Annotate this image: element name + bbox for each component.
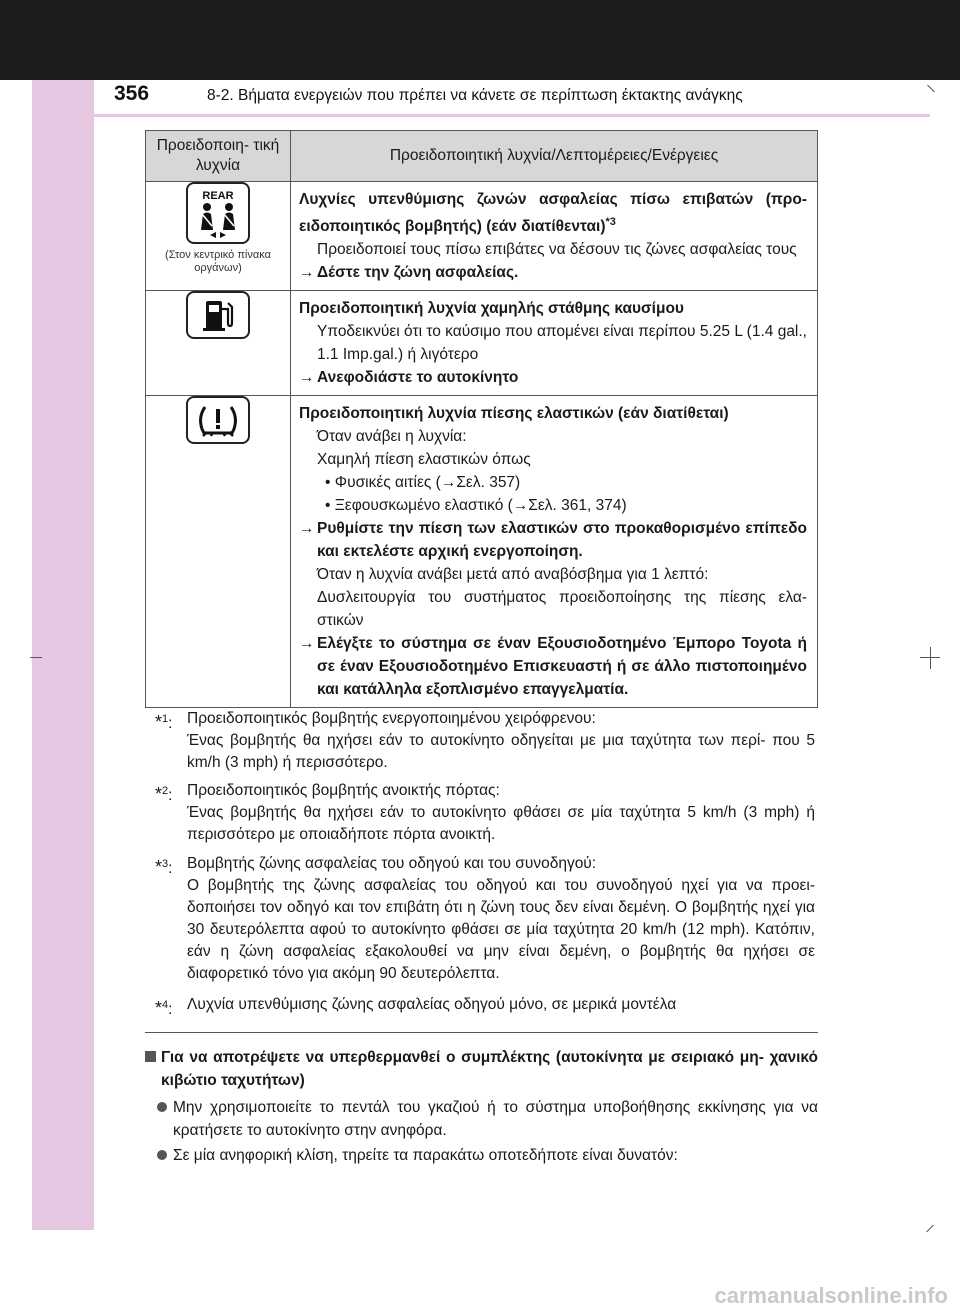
- column-header-details: Προειδοποιητική λυχνία/Λεπτομέρειες/Ενέργειες: [291, 131, 818, 182]
- footnote-text: Ένας βομβητής θα ηχήσει εάν το αυτοκίνητο φθάσει σε μία ταχύτητα 5 km/h (3 mph) ή περισσότερο με οποιαδήποτε πόρτα ανοικτή.: [187, 804, 815, 843]
- list-item: • Φυσικές αιτίες (→Σελ. 357): [325, 474, 521, 492]
- section-bullet: Μην χρησιμοποιείτε το πεντάλ του γκαζιού ή το σύστημα υποβοήθησης εκκίνησης για να κρατήσετε το αυτοκίνητο στην ανηφόρα.: [145, 1096, 818, 1142]
- svg-text:REAR: REAR: [202, 190, 234, 202]
- row-title: Προειδοποιητική λυχνία πίεσης ελαστικών (εάν διατίθεται): [299, 405, 729, 423]
- round-bullet-icon: [157, 1150, 167, 1160]
- table-row: [146, 396, 818, 708]
- square-bullet-icon: [145, 1051, 156, 1062]
- icon-cell: [146, 291, 291, 396]
- chapter-sidebar-tab: [32, 80, 94, 1230]
- rear-seatbelt-reminder-icon: [186, 182, 250, 244]
- crop-mark: [930, 647, 931, 669]
- crop-mark: [927, 85, 935, 93]
- row-title: Λυχνίες υπενθύμισης ζωνών ασφαλείας πίσω επιβατών (προ- ειδοποιητικός βομβητής) (εάν διατίθενται)$^{*3}$: [299, 191, 807, 236]
- page-number: 356: [114, 82, 150, 105]
- list-item: • Ξεφουσκωμένο ελαστικό (→Σελ. 361, 374): [325, 497, 627, 515]
- row-title: Προειδοποιητική λυχνία χαμηλής στάθμης καυσίμου: [299, 300, 684, 318]
- footnote-text: Ο βομβητής της ζώνης ασφαλείας του οδηγού και του συνοδηγού ηχεί για να προει- δοποιήσει τον οδηγό και τον επιβάτη ότι η ζώνη τους δεν είναι δεμένη. Ο βομβητής ηχεί για 30 δευτερόλεπτα αφού το αυτοκίνητο φθάσει σε μία ταχύτητα 20 km/h (12 mph). Κατόπιν, εάν η ζώνη ασφαλείας εξακολουθεί να μην είναι δεμένη, ο βομβητής θα ηχήσει σε διαφορετικό τόνο για ακόμη 90 δευτερόλεπτα.: [187, 877, 815, 982]
- table-row: [146, 291, 818, 396]
- footnote-text: Ένας βομβητής θα ηχήσει εάν το αυτοκίνητο οδηγείται με μια ταχύτητα των περί- που 5 km/h (3 mph) ή περισσότερο.: [187, 732, 815, 771]
- table-header-row: [146, 131, 818, 182]
- table-row: [146, 182, 818, 291]
- crop-mark: [920, 657, 940, 658]
- round-bullet-icon: [157, 1102, 167, 1112]
- details-cell: [291, 396, 818, 708]
- crop-mark: [926, 1225, 934, 1233]
- row-text: Χαμηλή πίεση ελαστικών όπως: [317, 451, 531, 469]
- section-heading: Για να αποτρέψετε να υπερθερμανθεί ο συμπλέκτης (αυτοκίνητα με σειριακό μη- χανικό κιβώτιο ταχυτήτων): [145, 1046, 818, 1092]
- watermark: carmanualsonline.info: [714, 1283, 948, 1308]
- footnote-label: Λυχνία υπενθύμισης ζώνης ασφαλείας οδηγού μόνο, σε μερικά μοντέλα: [187, 996, 677, 1013]
- icon-cell: [146, 182, 291, 291]
- section-bullet: Σε μία ανηφορική κλίση, τηρείτε τα παρακάτω οποτεδήποτε είναι δυνατόν:: [145, 1144, 818, 1167]
- row-action: → Ελέγξτε το σύστημα σε έναν Εξουσιοδοτημένο Έμπορο Toyota ή σε έναν Εξουσιοδοτημένο Επισκευαστή ή σε άλλο πιστοποιημένο και κατάλληλα εξοπλισμένο επαγγελματία.: [299, 635, 807, 699]
- section-rule: [145, 1032, 818, 1033]
- footnote-2: *$^2$: Προειδοποιητικός βομβητής ανοικτής πόρτας: Ένας βομβητής θα ηχήσει εάν το αυτοκίνητο φθάσει σε μία ταχύτητα 5 km/h (3 mph) ή περισσότερο με οποιαδήποτε πόρτα ανοικτή.: [155, 780, 815, 846]
- row-description: Υποδεικνύει ότι το καύσιμο που απομένει είναι περίπου 5.25 L (1.4 gal., 1.1 Imp.gal.) ή λιγότερο: [317, 323, 807, 364]
- top-dark-band: [0, 0, 960, 80]
- row-action: → Ανεφοδιάστε το αυτοκίνητο: [299, 369, 519, 387]
- row-text: Όταν ανάβει η λυχνία:: [317, 428, 467, 446]
- row-action: → Ρυθμίστε την πίεση των ελαστικών στο προκαθορισμένο επίπεδο και εκτελέστε αρχική ενεργοποίηση.: [299, 520, 807, 561]
- footnote-label: Βομβητής ζώνης ασφαλείας του οδηγού και του συνοδηγού:: [187, 855, 597, 872]
- footnote-3: *$^3$: Βομβητής ζώνης ασφαλείας του οδηγού και του συνοδηγού: Ο βομβητής της ζώνης ασφαλείας του οδηγού και του συνοδηγού ηχεί για να προει- δοποιήσει τον οδηγό και τον επιβάτη ότι η ζώνη τους δεν είναι δεμένη. Ο βομβητής ηχεί για 30 δευτερόλεπτα αφού το αυτοκίνητο φθάσει σε μία ταχύτητα 20 km/h (12 mph). Κατόπιν, εάν η ζώνη ασφαλείας εξακολουθεί να μην είναι δεμένη, ο βομβητής θα ηχήσει σε διαφορετικό τόνο για ακόμη 90 δευτερόλεπτα.: [155, 853, 815, 985]
- footnote-1: *$^1$: Προειδοποιητικός βομβητής ενεργοποιημένου χειρόφρενου: Ένας βομβητής θα ηχήσει εάν το αυτοκίνητο οδηγείται με μια ταχύτητα των περί- που 5 km/h (3 mph) ή περισσότερο.: [155, 708, 815, 774]
- row-description: Προειδοποιεί τους πίσω επιβάτες να δέσουν τις ζώνες ασφαλείας τους: [317, 241, 797, 259]
- header-rule: [94, 114, 930, 117]
- row-action: → Δέστε την ζώνη ασφαλείας.: [299, 264, 519, 282]
- details-cell: [291, 182, 818, 291]
- warning-lights-table: [145, 130, 818, 708]
- running-head: 8-2. Βήματα ενεργειών που πρέπει να κάνετε σε περίπτωση έκτακτης ανάγκης: [207, 87, 743, 104]
- details-cell: [291, 291, 818, 396]
- icon-cell: [146, 396, 291, 708]
- footnote-ref: *3: [605, 216, 616, 228]
- row-text: Δυσλειτουργία του συστήματος προειδοποίησης της πίεσης ελα- στικών: [317, 589, 807, 630]
- tire-pressure-icon: [186, 396, 250, 444]
- footnote-label: Προειδοποιητικός βομβητής ενεργοποιημένου χειρόφρενου:: [187, 710, 596, 727]
- column-header-light: Προειδοποιη- τική λυχνία: [146, 131, 291, 182]
- row-text: Όταν η λυχνία ανάβει μετά από αναβόσβημα για 1 λεπτό:: [317, 566, 709, 584]
- footnote-4: *$^4$: Λυχνία υπενθύμισης ζώνης ασφαλείας οδηγού μόνο, σε μερικά μοντέλα: [155, 994, 815, 1016]
- low-fuel-icon: [186, 291, 250, 339]
- footnote-label: Προειδοποιητικός βομβητής ανοικτής πόρτας:: [187, 782, 500, 799]
- icon-caption: (Στον κεντρικό πίνακα οργάνων): [165, 249, 271, 274]
- crop-mark: [30, 657, 42, 658]
